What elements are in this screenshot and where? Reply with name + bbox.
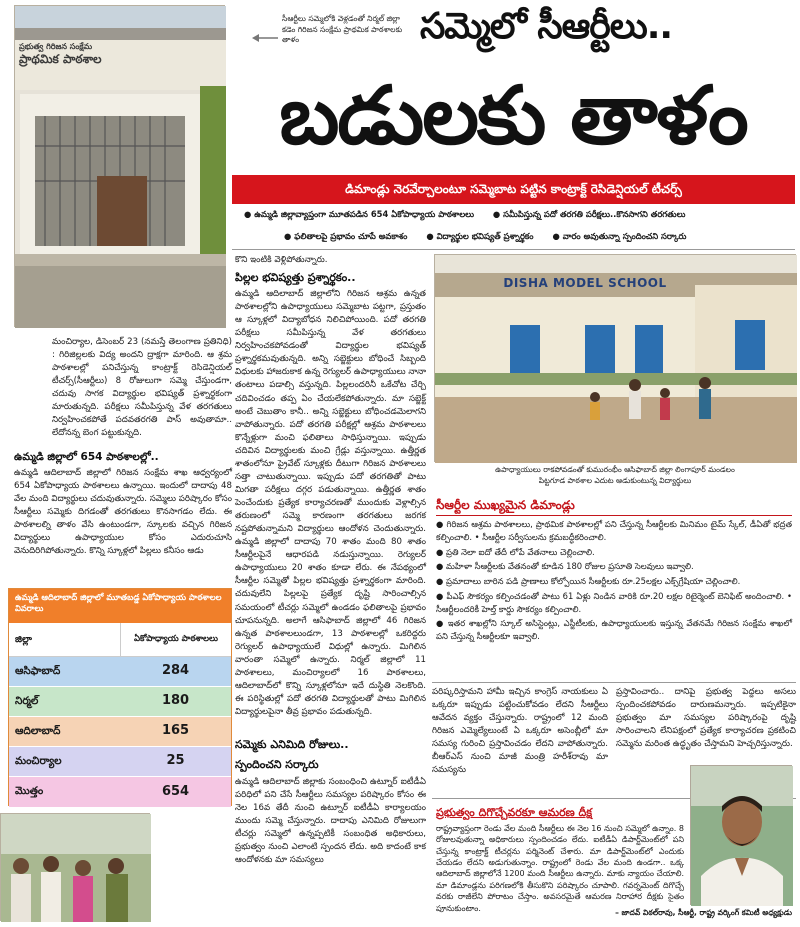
table-row [9,717,231,747]
arrow-left-icon [252,33,278,43]
quote-heading: ప్రభుత్వం దిగొచ్చేవరకూ ఆమరణ దీక్ష [436,806,593,819]
col2-lead: కొని ఇంటికి వెళ్లిపోతున్నారు. [235,255,328,265]
demands-heading: సీఆర్టీల ముఖ్యమైన డిమాండ్లు [436,498,575,512]
demand-item: ● మహిళా సీఆర్టీలకు వేతనంతో కూడిన 180 రోజుల ప్రసూతి సెలవులు ఇవ్వాలి. [436,561,694,572]
table-cell-count: 284 [161,663,190,679]
demand-item: ● ప్రమాదాలు బారిన పడి ప్రాణాలు కోల్పోయిన సీఆర్టీలకు రూ.25లక్షల ఎక్స్‌గ్రేషియా చెల్లించాలి. [436,576,741,587]
schools-table [8,588,232,806]
demand-item: ● ప్రతి నెలా ఐదో తేదీ లోపే వేతనాలు చెల్లించాలి. [436,546,595,557]
highlight-bullet: ● వారం అవుతున్నా స్పందించని సర్కారు [552,231,687,241]
table-cell-district: మొత్తం [15,785,44,798]
headline-line1: సమ్మెలో సీఆర్టీలు.. [420,6,673,47]
intro-text: మంచిర్యాల, డిసెంబర్ 23 (నమస్తే తెలంగాణ ప్రతినిధి) : గిరిజిల్లలకు విద్య అందని ద్రాక్షగా మారింది. ఆ శ్రమ పాఠశాలల్లో పనిచేస్తున్న కాంట్రాక్ట్ రెసిడెన్షియల్ టీచర్స్(సీఆర్టీలు) 8 రోజులుగా సమ్మె చేస్తుండగా, చదువు సాగక విద్యార్థుల భవిష్యత్ ప్రశ్నార్థకంగా మారుతున్నది. పరీక్షలు సమీపిస్తున్న వేళ తరగతులు నిర్వహించకపోతే పదవతరగతి పాస్ అవుతామా.. లేదోనన్న బెంగ పట్టుకున్నది. [52,337,232,439]
photo-kicker-caption: సీఆర్టీలు సమ్మెలోకి వెళ్లడంతో నిర్మల్ జిల్లా కడెం గిరిజన సంక్షేమ ప్రాథమిక పాఠశాలకు తాళం [282,14,403,45]
quote-box [432,798,796,919]
future-text: ఉమ్మడి ఆదిలాబాద్ జిల్లాలోని గిరిజన ఆశ్రమ ఉన్నత పాఠశాలల్లోని ఉపాధ్యాయులు సమ్మెబాట పట్టగా, ప్రస్తుతం ఆ స్కూళ్లలో విద్యాబోధన నిలిచిపోయింది. పదో తరగతి పరీక్షలు సమీపిస్తున్న వేళ తరగతులు నిర్వహించకపోవడంతో విద్యార్థుల భవిష్యత్ ప్రశ్నార్థకమవుతున్నది. అన్ని సబ్జెక్టులు బోధించే సిబ్బంది విధులకు హాజరుకాక ఉన్న రెగ్యులర్ ఉపాధ్యాయులు నానా తంటాలు పడాల్సి వస్తున్నది. పిల్లలందరినీ ఒకేచోట చేర్చి చదివించడం తప్ప ఏం చేయలేకపోతున్నారు. మా సబ్జెక్ట్ అంటే చెబుతాం కానీ.. అన్ని సబ్జెక్టులు బోధించడమెలాగని వాపోతున్నారు. పదో తరగతి పరీక్షల్లో ఆశ్రమ పాఠశాలలు కొన్నేళ్లుగా మంచి ఫలితాలు సాధిస్తున్నాయి. ఇప్పుడు చదివిన విద్యార్థులకు మంచి గ్రేడ్లు వస్తున్నాయి. ఉత్తీర్ణత శాతంలోనూ ప్రైవేట్ స్కూళ్లకు దీటుగా గిరిజన పాఠశాలలు సత్తా చాటుతున్నాయి. ఇప్పుడు పదో తరగతితో పాటు మిగతా పరీక్షలు దగ్గర పడుతున్నాయి. ఉత్తీర్ణత శాతం పెంచేందుకు ప్రత్యేక కార్యాచరణతో ముందుకు వెళ్లాల్సిన తరుణంలో సమ్మె కారణంగా తరగతులు జరగక నష్టపోతున్నామని విద్యార్థులు ఆందోళన చెందుతున్నారు. ఉమ్మడి జిల్లాలో దాదాపు 70 శాతం మంది 80 శాతం సీఆర్టీలపైనే ఆధారపడి నడుస్తున్నాయి. రెగ్యులర్ ఉపాధ్యాయులు 20 శాతం కూడా లేరు. ఈ నేపథ్యంలో సీఆర్టీల సమ్మెతో పిల్లల భవిష్యత్తు ప్రశ్నార్థకంగా మారింది. చదువులేని పిల్లలపై ప్రత్యేక దృష్టి సారించాల్సిన సమయంలో టీచర్లు సమ్మెలో ఉండడం ఫలితాలపై ప్రభావం చూపనున్నది. అలాగే ఆసిఫాబాద్ జిల్లాలో 46 గిరిజన ఉన్నత పాఠశాలలుండగా, 13 పాఠశాలల్లో ఒకరిద్దరు రెగ్యులర్ ఉపాధ్యాయులే విధుల్లో ఉన్నారు. మిగిలిన వారంతా సమ్మెలో ఉన్నారు. నిర్మల్ జిల్లాలో 11 పాఠశాలలు, మంచిర్యాలలో 16 పాఠశాలలు, ఆదిలాబాద్‌లో కొన్ని స్కూళ్లలోనూ ఇదే దుస్థితి నెలకొంది. ఈ పరిస్థితుల్లో పదో తరగతి విద్యార్థులతో పాటు మిగిలిన విద్యార్థులపైనా తీవ్ర ప్రభావం పడుతున్నది. [235,289,426,717]
table-row [9,747,231,777]
headline-banner: డిమాండ్లు నెరవేర్చాలంటూ సమ్మెబాట పట్టిన కాంట్రాక్ట్ రెసిడెన్షియల్ టీచర్స్ [232,175,795,204]
table-header [9,623,231,657]
future-heading: పిల్లల భవిష్యత్తు ప్రశ్నార్థకం.. [235,271,356,284]
strike-text: ఉమ్మడి ఆదిలాబాద్ జిల్లాకు సంబంధించి ఉట్నూర్ ఐటీడీఏ పరిధిలో పని చేసే సీఆర్టీలు సమస్యల పరిష్కారం కోసం ఈ నెల 16వ తేదీ నుంచి ఉట్నూర్ ఐటీడీఏ కార్యాలయం ముందు సమ్మె చేస్తున్నారు. దాదాపు ఎనిమిది రోజులుగా టీచర్లు సమ్మెలో ఉన్నప్పటికీ సంబంధిత అధికారులు, ప్రభుత్వం నుంచి ఎలాంటి స్పందన లేదు. అది కాదంటే కాక ఆందోళనకు మా సమస్యలు [235,777,426,866]
school-sign-line1: ప్రభుత్వ గిరిజన సంక్షేమ [19,42,93,51]
table-header-district: జిల్లా [15,633,32,645]
disha-school-sign: DISHA MODEL SCHOOL [503,276,667,290]
caption-line1: ఉపాధ్యాయులు రాకపోవడంతో కుమురంభీం ఆసిఫాబాద్ జిల్లా లింగాపూర్ మండలం [495,465,735,474]
table-title: ఉమ్మడి ఆదిలాబాద్ జిల్లాలో మూతబడ్డ ఏకోపాధ్యాయ పాఠశాలల వివరాలు [9,589,231,623]
school-photo-kadem [14,5,225,327]
demands-divider [432,682,796,683]
quote-attribution: – జాదవ్ విఠల్‌రావు, సీఆర్టీ, రాష్ట్ర వర్కింగ్ కమిటీ అధ్యక్షుడు [615,908,792,917]
disha-photo-caption [434,464,796,486]
district-heading: ఉమ్మడి జిల్లాలో 654 పాఠశాలల్లో.. [14,451,159,463]
table-cell-count: 165 [161,723,190,739]
demand-item: ● ఇతర శాఖల్లోని స్కూల్ అసిస్టెంట్లు, ఎస్జీటీలకు, ఉపాధ్యాయులకు ఇస్తున్న వేతనమే గిరిజన సంక్షేమ శాఖలో పని చేస్తున్న సీఆర్టీలకూ ఇవ్వాలి. [436,618,792,642]
district-paragraph [14,467,232,582]
caption-line2: పిట్టగూడ పాఠశాల ఎదుట ఆడుకుంటున్న విద్యార్థులు [538,476,692,485]
strike-heading: సమ్మెకు ఎనిమిది రోజులు.. [235,738,349,751]
col3b-text: ప్రస్తావించారు.. దానిపై ప్రభుత్వ పెద్దలు అసలు స్పందించకపోవడం దారుణమన్నారు. ఇప్పటికైనా ప్రభుత్వం మా సమస్యల పరిష్కారంపై దృష్టి సారించాలని లేనిపక్షంలో ప్రత్యేక కార్యాచరణ ప్రకటించి సమ్మెను మరింత ఉద్ధృతం చేస్తామని హెచ్చరిస్తున్నారు. [616,687,796,750]
future-paragraph [235,288,426,732]
table-cell-district: ఆదిలాబాద్ [15,724,61,737]
demands-list [436,518,792,680]
demand-item: ● గిరిజన ఆశ్రమ పాఠశాలలు, ప్రాథమిక పాఠశాలల్లో పని చేస్తున్న సీఆర్టీలకు మినిమం టైమ్ స్కేల్, డీఏతో భద్రత కల్పించాలి. • సీఆర్టీల సర్వీసులను క్రమబద్ధీకరించాలి. [436,519,792,542]
table-cell-count: 25 [166,753,185,769]
highlight-bullet: ● ఫలితాలపై ప్రభావం చూపే అవకాశం [284,231,408,241]
portrait-photo [690,765,792,905]
disha-school-photo [434,254,796,462]
intro-paragraph [52,336,232,446]
table-cell-district: ఆసిఫాబాద్ [15,664,61,677]
school-sign [15,40,145,69]
highlights-row2 [284,230,796,242]
highlight-bullet: ● ఉమ్మడి జిల్లావ్యాప్తంగా మూతపడిన 654 ఏకోపాధ్యాయ పాఠశాలలు [244,209,474,219]
quote-text: రాష్ట్రవ్యాప్తంగా రెండు వేల మంది సీఆర్టీలు ఈ నెల 16 నుంచి సమ్మెలో ఉన్నాం. 8 రోజులవుతున్నా అధికారులు స్పందించడం లేదు. ఐటీడీఏ డిపార్ట్‌మెంట్‌లో పని చేస్తున్న కాంట్రాక్ట్ టీచర్లను పర్మినెంట్ చేశారు. మా డిపార్ట్‌మెంట్‌లో ఎందుకు చేయడం లేదని అడుగుతున్నాం. రాష్ట్రంలో రెండు వేల మంది ఉండగా.. ఒక్క ఆదిలాబాద్ జిల్లాలోనే 1200 మంది సీఆర్టీలు ఉన్నారు. మాకు న్యాయం చేయాలి. మా డిమాండ్లను పరిగణలోకి తీసుకొని పరిష్కారం చూపాలి. గవర్నమెంట్ దిగొచ్చే వరకు రాజీలేని పోరాటం చేస్తాం. అవసరమైతే ఆమరణ నిరాహార దీక్షకు సైతం పూనుకుంటాం. [436,824,684,913]
table-cell-district: మంచిర్యాల [15,754,62,767]
district-text: ఉమ్మడి ఆదిలాబాద్ జిల్లాలో గిరిజన సంక్షేమ శాఖ ఆధ్వర్యంలో 654 ఏకోపాధ్యాయ పాఠశాలలు ఉన్నాయి. ఇందులో దాదాపు 48 వేల మంది విద్యార్థులు చదువుతున్నారు. సమ్మెలు పరిష్కారం కోసం సీఆర్టీలు సమ్మెకు దిగడంతో తరగతులు కొనసాగడం లేదు. ఈ పాఠశాలల్ని తాళం వేసి ఉంటుండగా, స్కూలకు వచ్చిన గిరిజన విద్యార్థులు ఉపాధ్యాయుల కోసం ఎదురుచూసి వెనుదిరిగిపోతున్నారు. కొన్ని స్కూళ్లలో పిల్లలు కనీసం ఆడు [14,468,232,557]
protest-photo [0,813,150,921]
table-row [9,687,231,717]
school-sign-line2: ప్రాథమిక పాఠశాల [19,52,102,66]
table-cell-district: నిర్మల్ [15,694,39,707]
strike-paragraph [235,776,426,916]
table-row [9,657,231,687]
government-heading: స్పందించని సర్కారు [235,758,319,771]
col3a-text: పరిష్కరిస్తామని హామీ ఇచ్చిన కాంగ్రెస్ నాయకులు ఏ ఒక్కరూ ఇప్పుడు పట్టించుకోవడం లేదని సీఆర్టీలు ఆవేదన వ్యక్తం చేస్తున్నారు. రాష్ట్రంలో 12 మంది గిరిజన ఎమ్మెల్యేలుంటే ఏ ఒక్కరూ అసెంబ్లీలో మా సమస్య గురించి ప్రస్తావించడం లేదని వాపోతున్నారు. బీఆర్ఎస్ నుంచి మాజీ మంత్రి హరీశ్‌రావు మా సమస్యను [432,687,608,776]
highlight-bullet: ● విద్యార్థుల భవిష్యత్ ప్రశ్నార్థకం [426,231,534,241]
highlight-bullet: ● సమీపిస్తున్న పదో తరగతి పరీక్షలు..కొనసాగని తరగతులు [492,209,686,219]
table-header-count: ఏకోపాధ్యాయ పాఠశాలలు [120,623,231,657]
table-cell-count: 180 [161,693,190,709]
header-divider [232,249,795,250]
table-cell-count: 654 [161,783,190,799]
table-row-total [9,777,231,807]
col3a-paragraph [432,686,608,796]
headline-line2: బడులకు తాళం [279,69,747,162]
highlights-row1 [244,208,796,220]
demands-underline [436,515,792,516]
demand-item: ● పీఎఫ్ సౌకర్యం కల్పించడంతో పాటు 61 ఏళ్లు నిండిన వారికి రూ.20 లక్షల రిటైర్మెంట్ బెనిఫిట్ అందించాలి. • సీఆర్టీలందరికీ హెల్త్ కార్డు సౌకర్యం కల్పించాలి. [436,590,792,614]
